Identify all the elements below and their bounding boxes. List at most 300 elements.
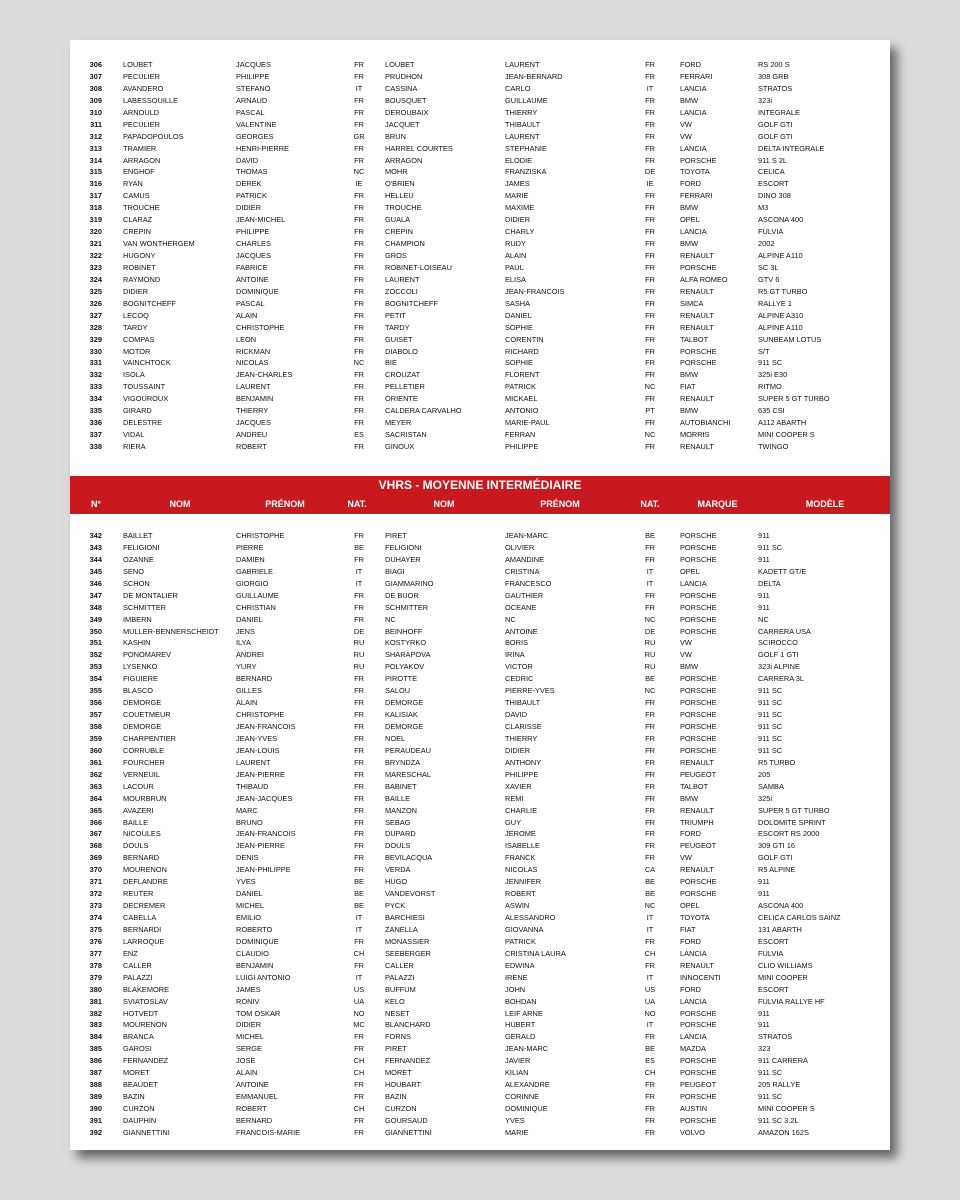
car-make: PORSCHE xyxy=(680,1115,717,1125)
driver-firstname: LAURENT xyxy=(236,382,271,392)
table-row xyxy=(70,298,890,310)
codriver-firstname: OLIVIER xyxy=(505,542,535,552)
column-header-driver-nationality: NAT. xyxy=(347,499,367,509)
entry-number: 370 xyxy=(89,865,102,875)
table-row xyxy=(70,709,890,721)
codriver-nationality: FR xyxy=(645,442,655,451)
table-row xyxy=(70,322,890,334)
driver-firstname: ALAIN xyxy=(236,698,258,708)
driver-firstname: THOMAS xyxy=(236,167,268,177)
driver-firstname: TOM OSKAR xyxy=(236,1008,281,1018)
table-row xyxy=(70,262,890,274)
entry-number: 375 xyxy=(89,924,102,934)
codriver-firstname: LEIF ARNE xyxy=(505,1008,543,1018)
car-model: 325i E30 xyxy=(758,370,788,380)
codriver-firstname: GERALD xyxy=(505,1032,536,1042)
car-model: 323 xyxy=(758,1044,771,1054)
codriver-firstname: CLARISSE xyxy=(505,722,542,731)
driver-nationality: FR xyxy=(354,674,364,684)
driver-nationality: FR xyxy=(354,382,364,392)
car-make: AUSTIN xyxy=(680,1104,708,1113)
codriver-name: FORNS xyxy=(385,1032,411,1042)
codriver-nationality: FR xyxy=(645,370,655,380)
codriver-nationality: FR xyxy=(645,131,655,141)
entry-number: 386 xyxy=(89,1056,102,1066)
car-model: R5 GT TURBO xyxy=(758,286,808,296)
entry-number: 346 xyxy=(89,578,102,588)
entry-number: 385 xyxy=(89,1044,102,1054)
driver-name: DAUPHIN xyxy=(123,1115,157,1125)
codriver-nationality: FR xyxy=(645,554,655,564)
driver-nationality: FR xyxy=(354,829,364,839)
codriver-firstname: NICOLAS xyxy=(505,865,538,875)
column-header-make: MARQUE xyxy=(697,499,738,509)
codriver-firstname: THIERRY xyxy=(505,107,538,117)
car-make: FORD xyxy=(680,179,701,189)
table-row xyxy=(70,405,890,417)
driver-name: BLAKEMORE xyxy=(123,984,170,994)
car-make: VW xyxy=(680,119,692,129)
car-model: INTEGRALE xyxy=(758,107,800,117)
codriver-firstname: PAUL xyxy=(505,262,524,272)
codriver-nationality: NC xyxy=(644,901,656,911)
codriver-nationality: FR xyxy=(645,841,655,851)
car-model: 911 SC xyxy=(758,733,783,743)
driver-firstname: JEAN-FRANCOIS xyxy=(236,722,296,731)
codriver-name: CALDERA CARVALHO xyxy=(385,406,462,416)
driver-nationality: NC xyxy=(353,358,365,368)
car-make: LANCIA xyxy=(680,227,707,237)
driver-name: CABELLA xyxy=(123,913,157,922)
table-row xyxy=(70,781,890,793)
codriver-name: DE BUOR xyxy=(385,590,419,600)
codriver-firstname: STEPHANIE xyxy=(505,143,547,153)
driver-firstname: GUILLAUME xyxy=(236,590,279,600)
car-make: PORSCHE xyxy=(680,674,717,684)
driver-name: BERNARD xyxy=(123,853,160,863)
codriver-nationality: FR xyxy=(645,1104,655,1113)
entry-number: 376 xyxy=(89,936,102,946)
codriver-name: BEVILACQUA xyxy=(385,853,433,863)
codriver-firstname: ALESSANDRO xyxy=(505,913,556,922)
car-model: 131 ABARTH xyxy=(758,924,802,934)
entry-number: 366 xyxy=(89,817,102,827)
driver-name: COMPAS xyxy=(123,334,155,344)
driver-name: IMBERN xyxy=(123,614,152,624)
car-model: SUPER 5 GT TURBO xyxy=(758,805,830,815)
driver-nationality: FR xyxy=(354,1032,364,1042)
driver-firstname: PHILIPPE xyxy=(236,71,270,81)
driver-firstname: JACQUES xyxy=(236,60,271,69)
driver-name: MOURENON xyxy=(123,1020,167,1030)
table-row xyxy=(70,1008,890,1020)
driver-name: PONOMAREV xyxy=(123,650,172,660)
codriver-firstname: JEAN-MARC xyxy=(505,1044,549,1054)
codriver-name: ROBINET-LOISEAU xyxy=(385,262,452,272)
codriver-nationality: NO xyxy=(644,1008,656,1018)
driver-nationality: FR xyxy=(354,1115,364,1125)
driver-nationality: FR xyxy=(354,686,364,696)
entry-number: 372 xyxy=(89,889,102,899)
car-model: ALPINE A110 xyxy=(758,322,803,332)
codriver-firstname: FLORENT xyxy=(505,370,540,380)
driver-firstname: ARNAUD xyxy=(236,95,268,105)
entry-number: 361 xyxy=(89,757,102,767)
car-make: OPEL xyxy=(680,215,700,225)
driver-name: DOULS xyxy=(123,841,149,851)
driver-nationality: FR xyxy=(354,531,364,540)
car-make: PORSCHE xyxy=(680,155,717,165)
codriver-nationality: FR xyxy=(645,722,655,731)
codriver-nationality: BE xyxy=(645,674,655,684)
entry-number: 354 xyxy=(89,674,102,684)
codriver-name: GROS xyxy=(385,251,407,260)
driver-firstname: CLAUDIO xyxy=(236,948,269,958)
car-model: DINO 308 xyxy=(758,191,791,201)
car-model: 325i xyxy=(758,793,772,803)
driver-nationality: FR xyxy=(354,614,364,624)
codriver-firstname: JEROME xyxy=(505,829,536,839)
table-row xyxy=(70,876,890,888)
table-row xyxy=(70,721,890,733)
entry-list-previous-class xyxy=(70,59,890,453)
entry-number: 338 xyxy=(89,442,102,451)
driver-name: FIGUIERE xyxy=(123,674,158,684)
driver-name: SENO xyxy=(123,566,144,576)
entry-number: 364 xyxy=(89,793,102,803)
car-make: PEUGEOT xyxy=(680,769,717,779)
driver-nationality: FR xyxy=(354,298,364,308)
driver-name: VERNEUIL xyxy=(123,769,160,779)
codriver-name: MOHR xyxy=(385,167,408,177)
car-model: GOLF GTI xyxy=(758,131,793,141)
codriver-name: PYCK xyxy=(385,901,406,911)
entry-number: 378 xyxy=(89,960,102,970)
codriver-nationality: FR xyxy=(645,602,655,612)
driver-firstname: GIORGIO xyxy=(236,578,269,588)
entry-number: 377 xyxy=(89,948,102,958)
driver-nationality: FR xyxy=(354,853,364,863)
driver-nationality: FR xyxy=(354,769,364,779)
driver-name: ENZ xyxy=(123,948,138,958)
codriver-nationality: FR xyxy=(645,733,655,743)
table-row xyxy=(70,357,890,369)
car-model: 205 RALLYE xyxy=(758,1080,801,1090)
driver-nationality: FR xyxy=(354,406,364,416)
car-model: 911 xyxy=(758,602,770,612)
codriver-firstname: ANTHONY xyxy=(505,757,542,767)
codriver-name: DEROUBAIX xyxy=(385,107,429,117)
driver-firstname: BENJAMIN xyxy=(236,394,274,404)
driver-name: OZANNE xyxy=(123,554,154,564)
codriver-firstname: ROBERT xyxy=(505,889,536,899)
car-model: RITMO xyxy=(758,382,782,392)
codriver-firstname: CORENTIN xyxy=(505,334,544,344)
driver-name: FOURCHER xyxy=(123,757,165,767)
driver-name: VAN WONTHERGEM xyxy=(123,239,195,249)
car-make: MORRIS xyxy=(680,430,710,440)
codriver-name: FERNANDEZ xyxy=(385,1056,431,1066)
entry-number: 391 xyxy=(89,1115,102,1125)
table-row xyxy=(70,530,890,542)
entry-number: 337 xyxy=(89,430,102,440)
driver-firstname: MICHEL xyxy=(236,901,264,911)
codriver-firstname: SOPHIE xyxy=(505,322,533,332)
codriver-firstname: GUY xyxy=(505,817,522,827)
car-model: DELTA xyxy=(758,578,781,588)
codriver-name: GUISET xyxy=(385,334,413,344)
codriver-name: SEBAG xyxy=(385,817,411,827)
car-make: PORSCHE xyxy=(680,710,717,720)
driver-firstname: JEAN-YVES xyxy=(236,733,278,743)
car-make: PORSCHE xyxy=(680,1092,717,1102)
driver-name: VAINCHTOCK xyxy=(123,358,171,368)
driver-nationality: FR xyxy=(354,841,364,851)
table-row xyxy=(70,1115,890,1127)
driver-name: BERNARDI xyxy=(123,924,162,934)
codriver-name: LAURENT xyxy=(385,274,420,284)
codriver-nationality: FR xyxy=(645,322,655,332)
car-model: 911 xyxy=(758,554,770,564)
entry-number: 345 xyxy=(89,566,102,576)
codriver-nationality: UA xyxy=(644,996,656,1006)
codriver-firstname: JOHN xyxy=(505,984,526,994)
car-model: 2002 xyxy=(758,239,775,249)
car-make: PEUGEOT xyxy=(680,1080,717,1090)
car-make: PORSCHE xyxy=(680,614,717,624)
entry-number: 344 xyxy=(89,554,102,564)
codriver-name: CALLER xyxy=(385,960,414,970)
driver-nationality: RU xyxy=(353,662,365,672)
codriver-nationality: RU xyxy=(644,650,656,660)
codriver-nationality: FR xyxy=(645,1080,655,1090)
table-row xyxy=(70,996,890,1008)
codriver-nationality: FR xyxy=(645,346,655,356)
driver-nationality: FR xyxy=(354,1080,364,1090)
car-model: 323i xyxy=(758,95,772,105)
driver-firstname: DOMINIQUE xyxy=(236,936,279,946)
driver-nationality: FR xyxy=(354,936,364,946)
car-make: PORSCHE xyxy=(680,590,717,600)
table-row xyxy=(70,900,890,912)
table-row xyxy=(70,566,890,578)
codriver-name: BIE xyxy=(385,358,397,368)
car-make: TOYOTA xyxy=(680,167,710,177)
table-row xyxy=(70,733,890,745)
driver-nationality: UA xyxy=(353,996,365,1006)
codriver-nationality: BE xyxy=(645,531,655,540)
codriver-nationality: FR xyxy=(645,1115,655,1125)
driver-nationality: CH xyxy=(353,1068,365,1078)
car-make: PORSCHE xyxy=(680,698,717,708)
table-row xyxy=(70,1091,890,1103)
codriver-firstname: IRINA xyxy=(505,650,525,660)
driver-nationality: FR xyxy=(354,602,364,612)
codriver-name: VANDEVORST xyxy=(385,889,436,899)
car-model: FULVIA xyxy=(758,227,784,237)
codriver-nationality: FR xyxy=(645,805,655,815)
table-row xyxy=(70,972,890,984)
driver-nationality: IT xyxy=(355,83,363,93)
car-model: STRATOS xyxy=(758,83,793,93)
codriver-firstname: PHILIPPE xyxy=(505,442,539,451)
codriver-firstname: DANIEL xyxy=(505,310,532,320)
codriver-firstname: XAVIER xyxy=(505,781,532,791)
codriver-name: CURZON xyxy=(385,1104,417,1113)
codriver-name: BRYNDZA xyxy=(385,757,421,767)
car-model: R5 TURBO xyxy=(758,757,796,767)
driver-nationality: FR xyxy=(354,722,364,731)
entry-number: 318 xyxy=(89,203,102,213)
codriver-nationality: BE xyxy=(645,877,655,887)
car-make: RENAULT xyxy=(680,251,714,260)
car-model: MINI COOPER S xyxy=(758,1104,815,1113)
entry-number: 332 xyxy=(89,370,102,380)
codriver-firstname: PATRICK xyxy=(505,936,536,946)
entry-number: 365 xyxy=(89,805,102,815)
driver-firstname: BERNARD xyxy=(236,674,273,684)
driver-name: TROUCHE xyxy=(123,203,160,213)
driver-name: LOUBET xyxy=(123,60,153,69)
car-model: DELTA INTEGRALE xyxy=(758,143,825,153)
car-make: LANCIA xyxy=(680,1032,707,1042)
codriver-firstname: CEDRIC xyxy=(505,674,534,684)
car-make: TOYOTA xyxy=(680,913,710,922)
driver-firstname: JEAN-PIERRE xyxy=(236,841,285,851)
driver-nationality: IE xyxy=(355,179,363,189)
codriver-name: BOUSQUET xyxy=(385,95,427,105)
driver-name: SVIATOSLAV xyxy=(123,996,168,1006)
entry-number: 323 xyxy=(89,262,102,272)
driver-nationality: GR xyxy=(353,131,365,141)
codriver-name: NC xyxy=(385,614,396,624)
codriver-firstname: GIOVANNA xyxy=(505,924,544,934)
car-make: PORSCHE xyxy=(680,262,717,272)
driver-firstname: DENIS xyxy=(236,853,259,863)
table-row xyxy=(70,661,890,673)
car-make: RENAULT xyxy=(680,442,714,451)
codriver-firstname: JEAN-MARC xyxy=(505,531,549,540)
codriver-nationality: BE xyxy=(645,1044,655,1054)
table-row xyxy=(70,1127,890,1139)
car-model: NC xyxy=(758,614,769,624)
codriver-name: PIRET xyxy=(385,531,407,540)
codriver-firstname: SOPHIE xyxy=(505,358,533,368)
codriver-nationality: BE xyxy=(645,889,655,899)
car-make: FERRARI xyxy=(680,191,713,201)
car-model: 911 S 2L xyxy=(758,155,788,165)
driver-nationality: FR xyxy=(354,442,364,451)
driver-nationality: NO xyxy=(353,1008,365,1018)
codriver-firstname: THIERRY xyxy=(505,733,538,743)
driver-firstname: ROBERT xyxy=(236,1104,267,1113)
codriver-name: DUPARD xyxy=(385,829,416,839)
codriver-firstname: ISABELLE xyxy=(505,841,540,851)
driver-nationality: IT xyxy=(355,913,363,922)
car-model: ALPINE A110 xyxy=(758,251,803,260)
entry-number: 349 xyxy=(89,614,102,624)
codriver-firstname: ANTONIO xyxy=(505,406,539,416)
table-row xyxy=(70,178,890,190)
driver-nationality: FR xyxy=(354,960,364,970)
entry-number: 311 xyxy=(90,119,102,129)
table-row xyxy=(70,626,890,638)
driver-firstname: DANIEL xyxy=(236,614,263,624)
codriver-name: NOEL xyxy=(385,733,406,743)
driver-firstname: JACQUES xyxy=(236,418,271,428)
codriver-nationality: PT xyxy=(645,406,655,416)
entry-number: 353 xyxy=(89,662,102,672)
codriver-name: SALOU xyxy=(385,686,411,696)
codriver-nationality: FR xyxy=(645,286,655,296)
codriver-firstname: JENNIFER xyxy=(505,877,542,887)
driver-name: DIDIER xyxy=(123,286,149,296)
driver-firstname: PASCAL xyxy=(236,298,265,308)
codriver-nationality: FR xyxy=(645,119,655,129)
table-row xyxy=(70,214,890,226)
driver-name: DEMORGE xyxy=(123,722,162,731)
driver-name: CAMUS xyxy=(123,191,150,201)
driver-name: BAILLE xyxy=(123,817,149,827)
driver-name: MORET xyxy=(123,1068,150,1078)
codriver-nationality: FR xyxy=(645,829,655,839)
car-model: 911 SC xyxy=(758,358,783,368)
entry-number: 307 xyxy=(89,71,102,81)
car-model: MINI COOPER xyxy=(758,972,808,982)
car-model: 911 xyxy=(758,531,770,540)
codriver-name: NESET xyxy=(385,1008,410,1018)
codriver-nationality: IT xyxy=(646,1020,654,1030)
driver-firstname: JEAN-FRANCOIS xyxy=(236,829,296,839)
entry-number: 308 xyxy=(89,83,102,93)
entry-number: 352 xyxy=(89,650,102,660)
codriver-nationality: RU xyxy=(644,638,656,648)
driver-firstname: GEORGES xyxy=(236,131,274,141)
car-make: FERRARI xyxy=(680,71,713,81)
table-row xyxy=(70,805,890,817)
car-model: FULVIA RALLYE HF xyxy=(758,996,825,1006)
driver-name: DECREMER xyxy=(123,901,166,911)
codriver-firstname: LAURENT xyxy=(505,60,540,69)
entry-number: 327 xyxy=(89,310,102,320)
codriver-name: BUFFUM xyxy=(385,984,416,994)
table-row xyxy=(70,238,890,250)
car-make: OPEL xyxy=(680,566,700,576)
car-make: LANCIA xyxy=(680,996,707,1006)
entry-number: 322 xyxy=(89,251,102,260)
codriver-firstname: VICTOR xyxy=(505,662,533,672)
driver-name: PECULIER xyxy=(123,71,160,81)
driver-firstname: JACQUES xyxy=(236,251,271,260)
driver-nationality: FR xyxy=(354,251,364,260)
codriver-nationality: NC xyxy=(644,430,656,440)
car-make: PORSCHE xyxy=(680,602,717,612)
codriver-nationality: FR xyxy=(645,71,655,81)
table-row xyxy=(70,417,890,429)
car-make: FORD xyxy=(680,984,701,994)
driver-name: LABESSOUILLE xyxy=(123,95,179,105)
table-row xyxy=(70,1079,890,1091)
driver-firstname: ANDREI xyxy=(236,650,264,660)
driver-name: BLASCO xyxy=(123,686,153,696)
car-model: ESCORT xyxy=(758,179,789,189)
codriver-nationality: FR xyxy=(645,542,655,552)
codriver-nationality: IT xyxy=(646,913,654,922)
entry-number: 316 xyxy=(89,179,102,189)
car-make: RENAULT xyxy=(680,394,714,404)
codriver-nationality: IE xyxy=(646,179,654,189)
driver-firstname: GABRIELE xyxy=(236,566,273,576)
